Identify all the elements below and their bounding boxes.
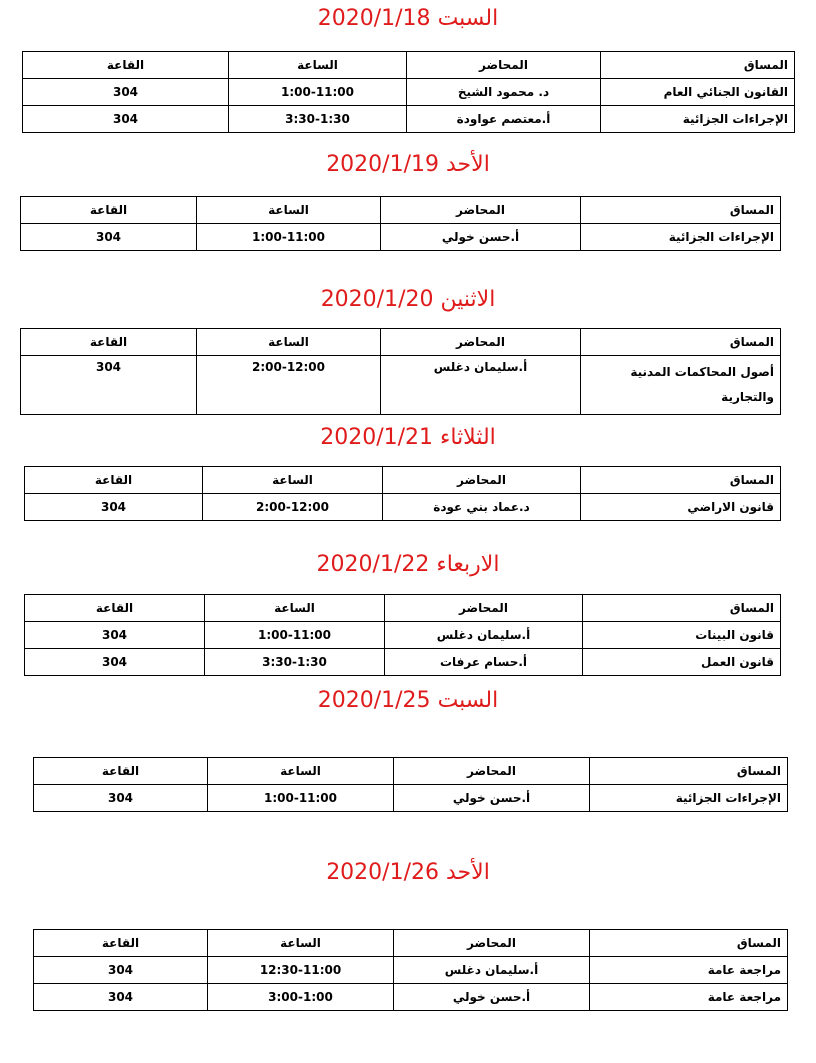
time-cell: 12:30-11:00 [208,957,394,984]
header-lecturer: المحاضر [385,595,583,622]
schedule-table-3 [24,466,781,521]
room-cell: 304 [25,622,205,649]
room-cell: 304 [23,79,229,106]
course-cell: مراجعة عامة [590,984,788,1011]
header-course: المساق [590,930,788,957]
day-name: الأحد [446,860,490,885]
schedule-table-5 [33,757,788,812]
header-room: القاعة [34,758,208,785]
schedule-table-2 [20,328,781,415]
lecturer-cell: أ.حسن خولي [381,224,581,251]
lecturer-cell: أ.حسن خولي [394,785,590,812]
day-title-1 [0,150,816,180]
table-row [34,957,788,984]
header-room: القاعة [23,52,229,79]
day-name: الأحد [446,152,490,177]
header-time: الساعة [229,52,407,79]
room-cell: 304 [25,649,205,676]
table-row [34,785,788,812]
course-cell: قانون العمل [583,649,781,676]
day-title-5 [0,686,816,716]
time-cell: 1:00-11:00 [208,785,394,812]
day-title-2 [0,285,816,315]
day-title-0 [0,4,816,34]
header-room: القاعة [21,329,197,356]
course-cell: الإجراءات الجزائية [581,224,781,251]
header-time: الساعة [203,467,383,494]
header-time: الساعة [205,595,385,622]
course-cell: القانون الجنائي العام [601,79,795,106]
time-cell: 3:00-1:00 [208,984,394,1011]
table-header-row [34,930,788,957]
lecturer-cell: أ.حسن خولي [394,984,590,1011]
table-row [23,79,795,106]
time-cell: 3:30-1:30 [205,649,385,676]
course-cell: أصول المحاكمات المدنية والتجارية [581,356,781,415]
lecturer-cell: أ.سليمان دغلس [394,957,590,984]
course-cell: قانون البينات [583,622,781,649]
header-room: القاعة [34,930,208,957]
day-title-6 [0,858,816,888]
table-row [25,649,781,676]
header-course: المساق [590,758,788,785]
day-date: 2020/1/19 [326,152,439,177]
header-lecturer: المحاضر [381,197,581,224]
course-cell: قانون الاراضي [581,494,781,521]
time-cell: 2:00-12:00 [203,494,383,521]
header-time: الساعة [208,930,394,957]
table-header-row [21,197,781,224]
room-cell: 304 [34,984,208,1011]
table-row [21,356,781,415]
day-name: السبت [437,6,499,31]
room-cell: 304 [21,224,197,251]
schedule-table-1 [20,196,781,251]
course-cell: الإجراءات الجزائية [590,785,788,812]
lecturer-cell: د. محمود الشيخ [407,79,601,106]
time-cell: 1:00-11:00 [205,622,385,649]
day-name: الثلاثاء [440,425,496,450]
header-room: القاعة [25,595,205,622]
table-row [21,224,781,251]
header-lecturer: المحاضر [407,52,601,79]
schedule-table-6 [33,929,788,1011]
header-time: الساعة [197,329,381,356]
room-cell: 304 [34,957,208,984]
table-header-row [25,595,781,622]
header-room: القاعة [21,197,197,224]
header-course: المساق [601,52,795,79]
header-lecturer: المحاضر [394,930,590,957]
room-cell: 304 [25,494,203,521]
day-date: 2020/1/25 [317,688,431,713]
header-room: القاعة [25,467,203,494]
day-name: الاربعاء [436,552,500,577]
day-title-4 [0,550,816,580]
header-lecturer: المحاضر [394,758,590,785]
course-cell: الإجراءات الجزائية [601,106,795,133]
header-course: المساق [581,329,781,356]
room-cell: 304 [21,356,197,415]
table-header-row [25,467,781,494]
time-cell: 1:00-11:00 [197,224,381,251]
lecturer-cell: د.عماد بني عودة [383,494,581,521]
day-title-3 [0,423,816,453]
table-row [25,494,781,521]
table-header-row [34,758,788,785]
header-time: الساعة [197,197,381,224]
day-date: 2020/1/26 [326,860,439,885]
course-cell: مراجعة عامة [590,957,788,984]
lecturer-cell: أ.سليمان دغلس [385,622,583,649]
day-name: السبت [437,688,499,713]
table-row [34,984,788,1011]
room-cell: 304 [34,785,208,812]
lecturer-cell: أ.سليمان دغلس [381,356,581,415]
day-name: الاثنين [440,287,496,312]
header-lecturer: المحاضر [381,329,581,356]
header-lecturer: المحاضر [383,467,581,494]
header-course: المساق [583,595,781,622]
header-time: الساعة [208,758,394,785]
day-date: 2020/1/22 [316,552,430,577]
day-date: 2020/1/20 [320,287,434,312]
lecturer-cell: أ.معتصم عواودة [407,106,601,133]
table-header-row [21,329,781,356]
room-cell: 304 [23,106,229,133]
header-course: المساق [581,197,781,224]
header-course: المساق [581,467,781,494]
time-cell: 1:00-11:00 [229,79,407,106]
time-cell: 3:30-1:30 [229,106,407,133]
schedule-table-0 [22,51,795,133]
table-row [23,106,795,133]
lecturer-cell: أ.حسام عرفات [385,649,583,676]
day-date: 2020/1/21 [320,425,434,450]
day-date: 2020/1/18 [317,6,431,31]
table-row [25,622,781,649]
schedule-table-4 [24,594,781,676]
time-cell: 2:00-12:00 [197,356,381,415]
table-header-row [23,52,795,79]
